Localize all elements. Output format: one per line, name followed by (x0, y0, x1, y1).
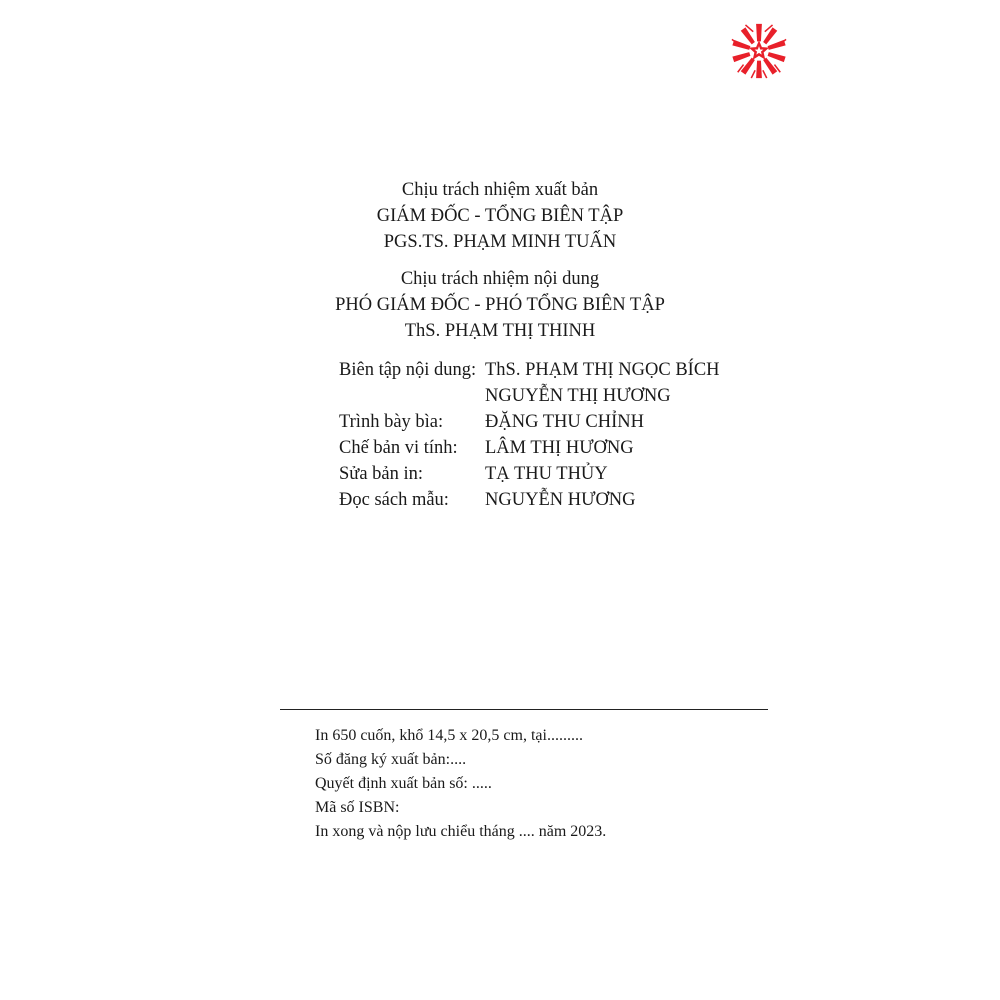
credit-name: NGUYỄN HƯƠNG (485, 490, 636, 510)
imprint-details (315, 724, 606, 844)
credit-name: LÂM THỊ HƯƠNG (485, 438, 634, 458)
credit-row-sample-reading (339, 487, 720, 513)
credits-list (339, 357, 720, 513)
credit-names (485, 357, 720, 409)
credit-row-typesetting (339, 435, 720, 461)
content-person: ThS. PHẠM THỊ THINH (404, 321, 596, 341)
publication-responsibility (200, 177, 800, 255)
publisher-logo-graphic (730, 22, 788, 80)
credit-names (485, 435, 634, 461)
credit-row-content-editing (339, 357, 720, 409)
credit-name: TẠ THU THỦY (485, 464, 608, 484)
publication-heading: Chịu trách nhiệm xuất bản (401, 180, 599, 200)
credit-names (485, 487, 636, 513)
credit-label: Sửa bản in: (339, 464, 424, 484)
credit-name: ĐẶNG THU CHỈNH (485, 412, 644, 432)
imprint-deposit: In xong và nộp lưu chiểu tháng .... năm 2023. (315, 823, 607, 840)
content-heading: Chịu trách nhiệm nội dung (400, 269, 600, 289)
imprint-registration: Số đăng ký xuất bản:.... (315, 751, 467, 768)
credit-label: Chế bản vi tính: (339, 438, 458, 458)
credit-row-proofreading (339, 461, 720, 487)
credit-row-cover-design (339, 409, 720, 435)
content-responsibility (200, 266, 800, 344)
credit-names (485, 461, 608, 487)
credit-label: Đọc sách mẫu: (339, 490, 449, 510)
imprint-print-run: In 650 cuốn, khổ 14,5 x 20,5 cm, tại......... (315, 727, 583, 744)
credit-names (485, 409, 644, 435)
publication-person: PGS.TS. PHẠM MINH TUẤN (383, 232, 617, 252)
credit-name: NGUYỄN THỊ HƯƠNG (485, 386, 671, 406)
imprint-divider (280, 709, 768, 710)
content-role: PHÓ GIÁM ĐỐC - PHÓ TỔNG BIÊN TẬP (335, 295, 665, 315)
publisher-star-logo-icon (730, 22, 788, 80)
imprint-isbn: Mã số ISBN: (315, 799, 400, 816)
credit-label: Biên tập nội dung: (339, 360, 477, 380)
imprint-decision: Quyết định xuất bản số: ..... (315, 775, 492, 792)
credit-name: ThS. PHẠM THỊ NGỌC BÍCH (485, 360, 720, 380)
credit-label: Trình bày bìa: (339, 412, 444, 432)
publication-role: GIÁM ĐỐC - TỔNG BIÊN TẬP (376, 206, 624, 226)
